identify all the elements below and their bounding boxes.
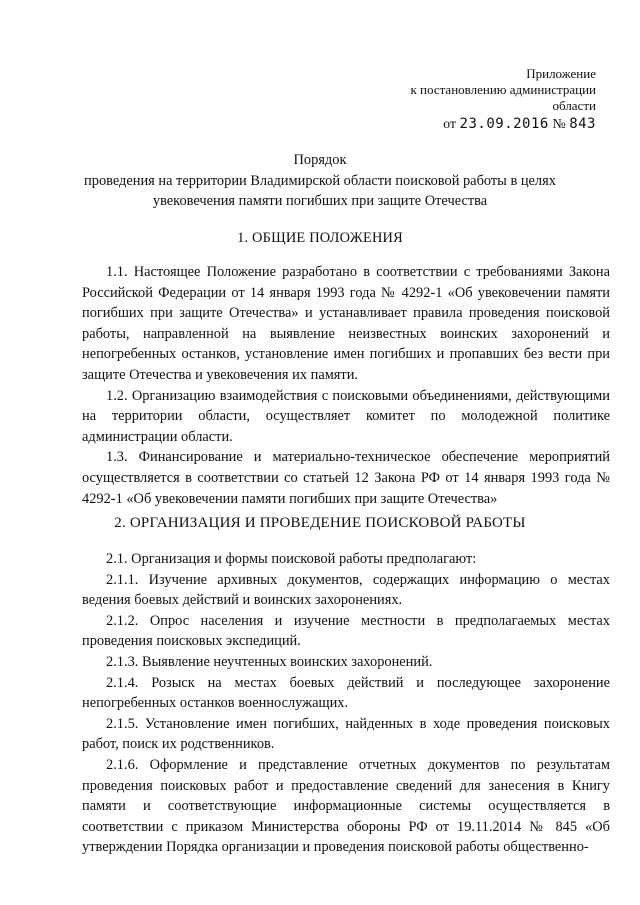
document-title: [80, 150, 560, 212]
annex-number: 843: [569, 116, 596, 132]
annex-resolution: к постановлению администрации: [410, 82, 596, 97]
paragraph-2-1-6: 2.1.6. Оформление и представление отчетных документов по результатам проведения поисковых работ и предоставление сведений для занесения в Книгу памяти и соответствующие информационные системы осуществляется в соответствии с приказом Министерства обороны РФ от 19.11.2014 № 845 «Об утверждении Порядка организации и проведения поисковой работы общественно-: [82, 756, 610, 856]
paragraph-1-2: 1.2. Организацию взаимодействия с поисковыми объединениями, действующими на территории области, осуществляет комитет по молодежной политике администрации области.: [82, 387, 610, 445]
section-2-heading: 2. ОРГАНИЗАЦИЯ И ПРОВЕДЕНИЕ ПОИСКОВОЙ РАБОТЫ: [114, 515, 526, 531]
section-1-heading: 1. ОБЩИЕ ПОЛОЖЕНИЯ: [237, 230, 403, 246]
title-line-2: проведения на территории Владимирской области поисковой работы в целях: [84, 172, 556, 189]
annex-block: [376, 66, 596, 133]
annex-title: Приложение: [526, 66, 596, 81]
annex-date-prefix: от: [443, 117, 457, 132]
paragraph-2-1-5: 2.1.5. Установление имен погибших, найденных в ходе проведения поисковых работ, поиск их родственников.: [82, 715, 610, 753]
title-line-3: увековечения памяти погибших при защите Отечества: [152, 193, 488, 209]
annex-number-sign: №: [552, 117, 566, 132]
paragraph-2-1-2: 2.1.2. Опрос населения и изучение местности в предполагаемых местах проведения поисковых экспедиций.: [82, 612, 610, 650]
section-2-body: [82, 549, 610, 858]
annex-date-line: [376, 116, 596, 133]
annex-date: 23.09.2016: [459, 116, 549, 132]
paragraph-2-1-1: 2.1.1. Изучение архивных документов, содержащих информацию о местах ведения боевых действий и воинских захоронениях.: [82, 571, 610, 609]
annex-authority: области: [552, 98, 596, 113]
section-1-body: [82, 262, 610, 509]
paragraph-2-1-3: 2.1.3. Выявление неучтенных воинских захоронений.: [106, 653, 433, 670]
paragraph-1-1: 1.1. Настоящее Положение разработано в соответствии с требованиями Закона Российской Федерации от 14 января 1993 года № 4292-1 «Об увековечении памяти погибших при защите Отечества» и устанавливает правила проведения поисковой работы, направленной на выявление неизвестных воинских захоронений и непогребенных останков, установление имен погибших и пропавших без вести при защите Отечества и увековечения их памяти.: [82, 264, 610, 383]
paragraph-2-1: 2.1. Организация и формы поисковой работы предполагают:: [106, 551, 477, 567]
title-line-1: Порядок: [293, 152, 347, 168]
paragraph-2-1-4: 2.1.4. Розыск на местах боевых действий и последующее захоронение непогребенных останков военнослужащих.: [82, 674, 610, 712]
paragraph-1-3: 1.3. Финансирование и материально-техническое обеспечение мероприятий осуществляется в соответствии со статьей 12 Закона РФ от 14 января 1993 года № 4292-1 «Об увековечении памяти погибших при защите Отечества»: [82, 449, 610, 507]
